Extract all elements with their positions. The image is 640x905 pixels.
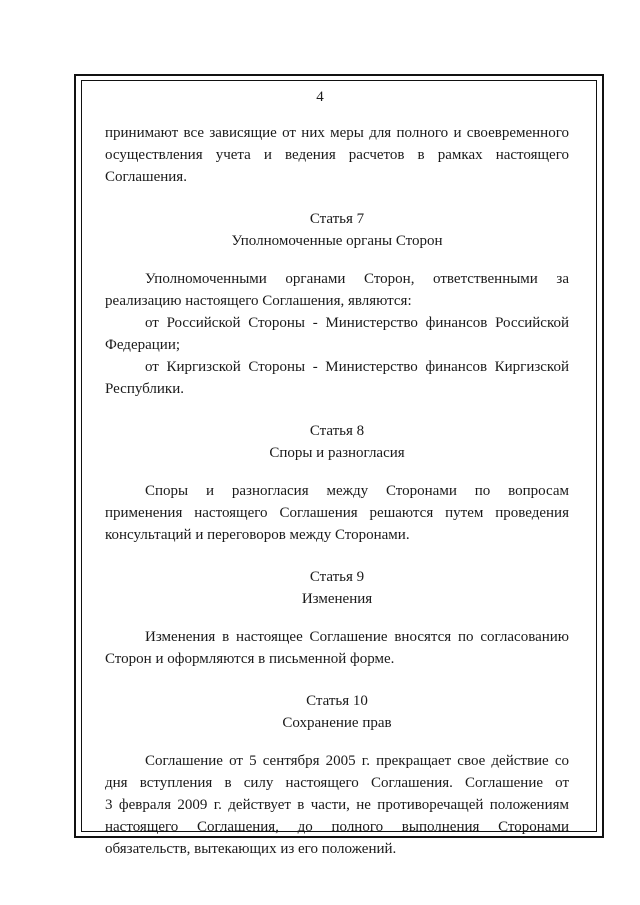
article-10 xyxy=(105,690,569,860)
article-8 xyxy=(105,420,569,546)
article-7 xyxy=(105,208,569,400)
text-line: 3 февраля 2009 г. действует в части, не противоречащей положениям xyxy=(105,797,569,813)
text-line: применения настоящего Соглашения решаются путем проведения xyxy=(105,505,569,521)
text-line: Федерации; xyxy=(105,337,181,353)
text-line: реализацию настоящего Соглашения, являются: xyxy=(105,293,412,309)
text-line: Уполномоченными органами Сторон, ответственными за xyxy=(145,271,569,287)
text-line: Споры и разногласия между Сторонами по вопросам xyxy=(145,483,569,499)
article-number: Статья 7 xyxy=(309,211,365,227)
text-line: от Киргизской Стороны - Министерство финансов Киргизской xyxy=(145,359,569,375)
text-line: Республики. xyxy=(105,381,184,397)
article-title: Сохранение прав xyxy=(282,715,392,731)
text-line: Соглашение от 5 сентября 2005 г. прекращает свое действие со xyxy=(145,753,569,769)
text-line: Изменения в настоящее Соглашение вносятся по согласованию xyxy=(145,629,569,645)
document-body xyxy=(105,122,569,860)
text-line: обязательств, вытекающих из его положений. xyxy=(105,841,397,857)
text-line: осуществления учета и ведения расчетов в рамках настоящего xyxy=(105,147,569,163)
article-number: Статья 9 xyxy=(309,569,365,585)
article-number: Статья 10 xyxy=(306,693,368,709)
article-9 xyxy=(105,566,569,670)
text-line: консультаций и переговоров между Сторонами. xyxy=(105,527,410,543)
article-title: Уполномоченные органы Сторон xyxy=(231,233,443,249)
text-line: Соглашения. xyxy=(105,169,187,185)
text-line: от Российской Стороны - Министерство финансов Российской xyxy=(145,315,569,331)
text-line: настоящего Соглашения, до полного выполнения Сторонами xyxy=(105,819,569,835)
article-number: Статья 8 xyxy=(309,423,365,439)
intro-paragraph xyxy=(105,122,569,188)
article-title: Изменения xyxy=(301,591,373,607)
text-line: дня вступления в силу настоящего Соглашения. Соглашение от xyxy=(105,775,569,791)
text-line: Сторон и оформляются в письменной форме. xyxy=(105,651,395,667)
text-line: принимают все зависящие от них меры для полного и своевременного xyxy=(105,125,569,141)
article-title: Споры и разногласия xyxy=(269,445,405,461)
page-number: 4 xyxy=(316,89,324,105)
